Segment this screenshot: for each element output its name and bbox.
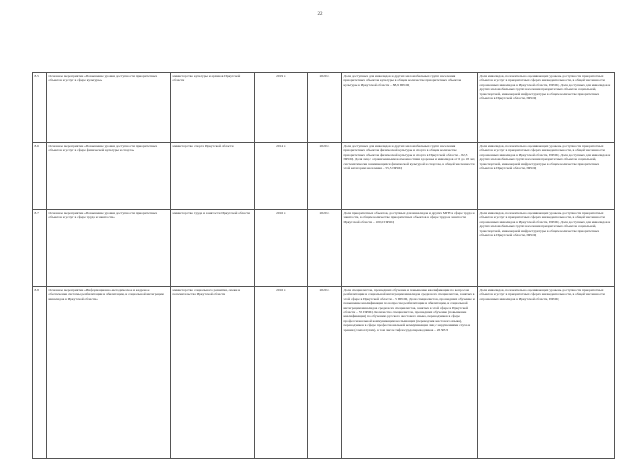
executor-cell: министерство социального развития, опеки и попечительства Иркутской области [171, 287, 255, 459]
end-year-cell: 2020 г. [308, 143, 342, 210]
table-row [33, 143, 615, 210]
row-number: 8.5 [33, 73, 47, 143]
result-cell: Доля специалистов, прошедших обучение и повышение квалификации по вопросам реабилитации и социальной интеграции инвалидов среди всех специалистов, занятых в этой сфере в Иркутской области – 5 ПРОЦ. Доля специалистов, прошедших обучение и повышение квалификации по вопросам реабилитации и абилитации, и социальной интеграции инвалидов среди всех специалистов, занятых в этой сфере в Иркутской области – 55 ПРОЦ. Количество специалистов, прошедших обучение (повышение квалификации) по обучению русского жестового языка, переводчиков в сфере профессиональной коммуникации неслышащих (переводчик жестового языка), переводчиков в сфере профессиональной коммуникации лиц с нарушениями слуха и зрения (слепоглухих), в том числе тифлосурдопереводчиков – 26 ЧЕЛ [342, 287, 478, 459]
table-row [33, 210, 615, 287]
measure-cell: Основное мероприятие «Повышение уровня доступности приоритетных объектов и услуг в сфере физической культуры и спорта» [47, 143, 171, 210]
executor-cell: министерство спорта Иркутской области [171, 143, 255, 210]
row-number: 8.7 [33, 210, 47, 287]
table-row [33, 73, 615, 143]
indicator-cell: Доля инвалидов, положительно оценивающих уровень доступности приоритетных объектов и услуг в приоритетных сферах жизнедеятельности, в общей численности опрошенных инвалидов в Иркутской области, ПРОЦ [478, 287, 615, 459]
indicator-cell: Доля инвалидов, положительно оценивающих уровень доступности приоритетных объектов и услуг в приоритетных сферах жизнедеятельности, в общей численности опрошенных инвалидов в Иркутской области, ПРОЦ. Доля доступных для инвалидов и других маломобильных групп населения приоритетных объектов социальной, транспортной, инженерной инфраструктуры в общем количестве приоритетных объектов в Иркутской области, ПРОЦ [478, 143, 615, 210]
start-year-cell: 2019 г. [255, 73, 308, 143]
result-cell: Доля доступных для инвалидов и других маломобильных групп населения приоритетных объектов культуры в общем количестве приоритетных объектов культуры в Иркутской области – 88,9 ПРОЦ [342, 73, 478, 143]
start-year-cell: 2016 г. [255, 210, 308, 287]
indicator-cell: Доля инвалидов, положительно оценивающих уровень доступности приоритетных объектов и услуг в приоритетных сферах жизнедеятельности, в общей численности опрошенных инвалидов в Иркутской области, ПРОЦ. Доля доступных для инвалидов и других маломобильных групп населения приоритетных объектов социальной, транспортной, инженерной инфраструктуры в общем количестве приоритетных объектов в Иркутской области, ПРОЦ [478, 73, 615, 143]
end-year-cell: 2020 г. [308, 73, 342, 143]
measure-cell: Основное мероприятие «Повышение уровня доступности приоритетных объектов и услуг в сфере труда и занятости» [47, 210, 171, 287]
end-year-cell: 2020 г. [308, 287, 342, 459]
indicator-cell: Доля инвалидов, положительно оценивающих уровень доступности приоритетных объектов и услуг в приоритетных сферах жизнедеятельности, в общей численности опрошенных инвалидов в Иркутской области, ПРОЦ. Доля доступных для инвалидов и других маломобильных групп населения приоритетных объектов социальной, транспортной, инженерной инфраструктуры в общем количестве приоритетных объектов в Иркутской области, ПРОЦ [478, 210, 615, 287]
page-number: 22 [317, 12, 323, 17]
result-cell: Доля доступных для инвалидов и других маломобильных групп населения приоритетных объектов физической культуры и спорта в общем количестве приоритетных объектов физической культуры и спорта в Иркутской области – 82,3 ПРОЦ. Доля лиц с ограниченными возможностями здоровья и инвалидов от 6 до 18 лет, систематически занимающихся физической культурой и спортом, в общей численности этой категории населения – 55,5 ПРОЦ [342, 143, 478, 210]
start-year-cell: 2016 г. [255, 287, 308, 459]
program-table [32, 72, 615, 459]
executor-cell: министерство труда и занятости Иркутской области [171, 210, 255, 287]
row-number: 8.6 [33, 143, 47, 210]
start-year-cell: 2014 г. [255, 143, 308, 210]
row-number: 8.8 [33, 287, 47, 459]
end-year-cell: 2020 г. [308, 210, 342, 287]
measure-cell: Основное мероприятие «Информационно-методическое и кадровое обеспечение системы реабилитации и абилитации, и социальной интеграции инвалидов в Иркутской области» [47, 287, 171, 459]
executor-cell: министерство культуры и архивов Иркутской области [171, 73, 255, 143]
result-cell: Доля приоритетных объектов, доступных для инвалидов и других МГН в сфере труда и занятости, в общем количестве приоритетных объектов в сфере труда и занятости Иркутской области – 100,0 ПРОЦ [342, 210, 478, 287]
measure-cell: Основное мероприятие «Повышение уровня доступности приоритетных объектов и услуг в сфере культуры» [47, 73, 171, 143]
table-row [33, 287, 615, 459]
